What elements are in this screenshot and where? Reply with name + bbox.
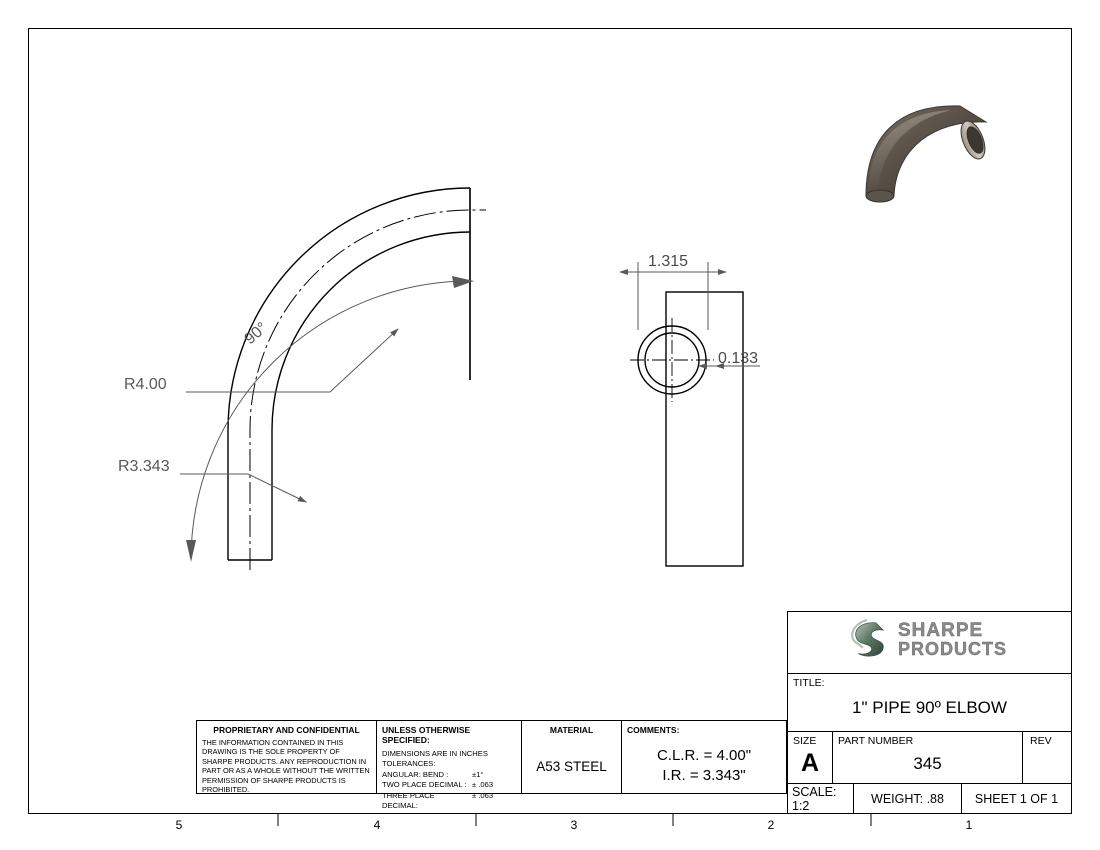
comment-ir: I.R. = 3.343" bbox=[662, 767, 746, 784]
part-number-cell bbox=[833, 732, 1023, 783]
zone-number-4: 4 bbox=[373, 818, 381, 832]
spec-line-1: DIMENSIONS ARE IN INCHES bbox=[382, 749, 488, 758]
tolerance-angular-value: ±1° bbox=[472, 769, 484, 779]
unless-otherwise-specified bbox=[377, 721, 522, 811]
dim-outside-diameter: 1.315 bbox=[648, 253, 689, 270]
comment-clr: C.L.R. = 4.00" bbox=[656, 747, 752, 764]
zone-number-3: 3 bbox=[570, 818, 578, 832]
sharpe-products-logo-icon bbox=[848, 618, 892, 660]
logo-text-line-2: PRODUCTS bbox=[898, 638, 1008, 659]
sheet-value: SHEET 1 OF 1 bbox=[974, 792, 1059, 806]
dim-inner-radius: R3.343 bbox=[118, 458, 170, 475]
tolerance-three-place-value: ± .063 bbox=[472, 790, 494, 800]
dim-bend-angle: 90° bbox=[241, 319, 271, 349]
title-row bbox=[788, 674, 1071, 732]
rev-cell bbox=[1023, 732, 1071, 783]
rev-label: REV bbox=[1030, 735, 1052, 747]
part-row bbox=[788, 732, 1071, 784]
logo-text-line-1: SHARPE bbox=[898, 619, 984, 641]
tolerance-angular-key: ANGULAR: BEND : bbox=[382, 769, 449, 779]
title-block bbox=[787, 611, 1072, 814]
title-block-logo-row bbox=[788, 612, 1071, 674]
title-block-footer bbox=[788, 784, 1071, 814]
title-value: 1" PIPE 90º ELBOW bbox=[852, 698, 1007, 717]
zone-number-5: 5 bbox=[175, 818, 183, 832]
size-label: SIZE bbox=[793, 735, 817, 747]
tolerance-two-place-key: TWO PLACE DECIMAL : bbox=[382, 780, 467, 790]
title-label: TITLE: bbox=[793, 677, 825, 689]
spec-heading: UNLESS OTHERWISE SPECIFIED: bbox=[382, 725, 471, 745]
scale-value: SCALE: 1:2 bbox=[788, 784, 854, 814]
size-value: A bbox=[800, 749, 820, 777]
weight-value: WEIGHT: .88 bbox=[854, 784, 962, 814]
notes-block bbox=[196, 720, 787, 811]
zone-number-1: 1 bbox=[965, 818, 973, 832]
spec-line-2: TOLERANCES: bbox=[382, 759, 436, 769]
tolerance-two-place-value: ± .063 bbox=[472, 780, 494, 790]
comments-cell bbox=[622, 721, 786, 793]
zone-number-2: 2 bbox=[767, 818, 775, 832]
dim-outer-radius: R4.00 bbox=[124, 376, 167, 393]
tolerance-three-place-key: THREE PLACE DECIMAL: bbox=[382, 790, 435, 811]
size-cell bbox=[788, 732, 833, 783]
part-number-label: PART NUMBER bbox=[838, 735, 914, 747]
proprietary-heading: PROPRIETARY AND CONFIDENTIAL bbox=[213, 725, 360, 735]
material-cell bbox=[522, 721, 622, 793]
comments-heading: COMMENTS: bbox=[627, 725, 680, 735]
material-heading: MATERIAL bbox=[549, 725, 594, 735]
proprietary-body: THE INFORMATION CONTAINED IN THIS DRAWING IS THE SOLE PROPERTY OF SHARPE PRODUCTS. ANY REPRODUCTION IN PART OR AS A WHOLE WITHOUT THE WRITTEN PERMISSION OF SHARPE PRODUCTS IS PROHIBITED. bbox=[202, 738, 370, 795]
dim-wall-thickness: 0.133 bbox=[718, 350, 759, 367]
proprietary-notice bbox=[197, 721, 377, 793]
part-number-value: 345 bbox=[913, 754, 942, 773]
material-value: A53 STEEL bbox=[536, 759, 607, 774]
